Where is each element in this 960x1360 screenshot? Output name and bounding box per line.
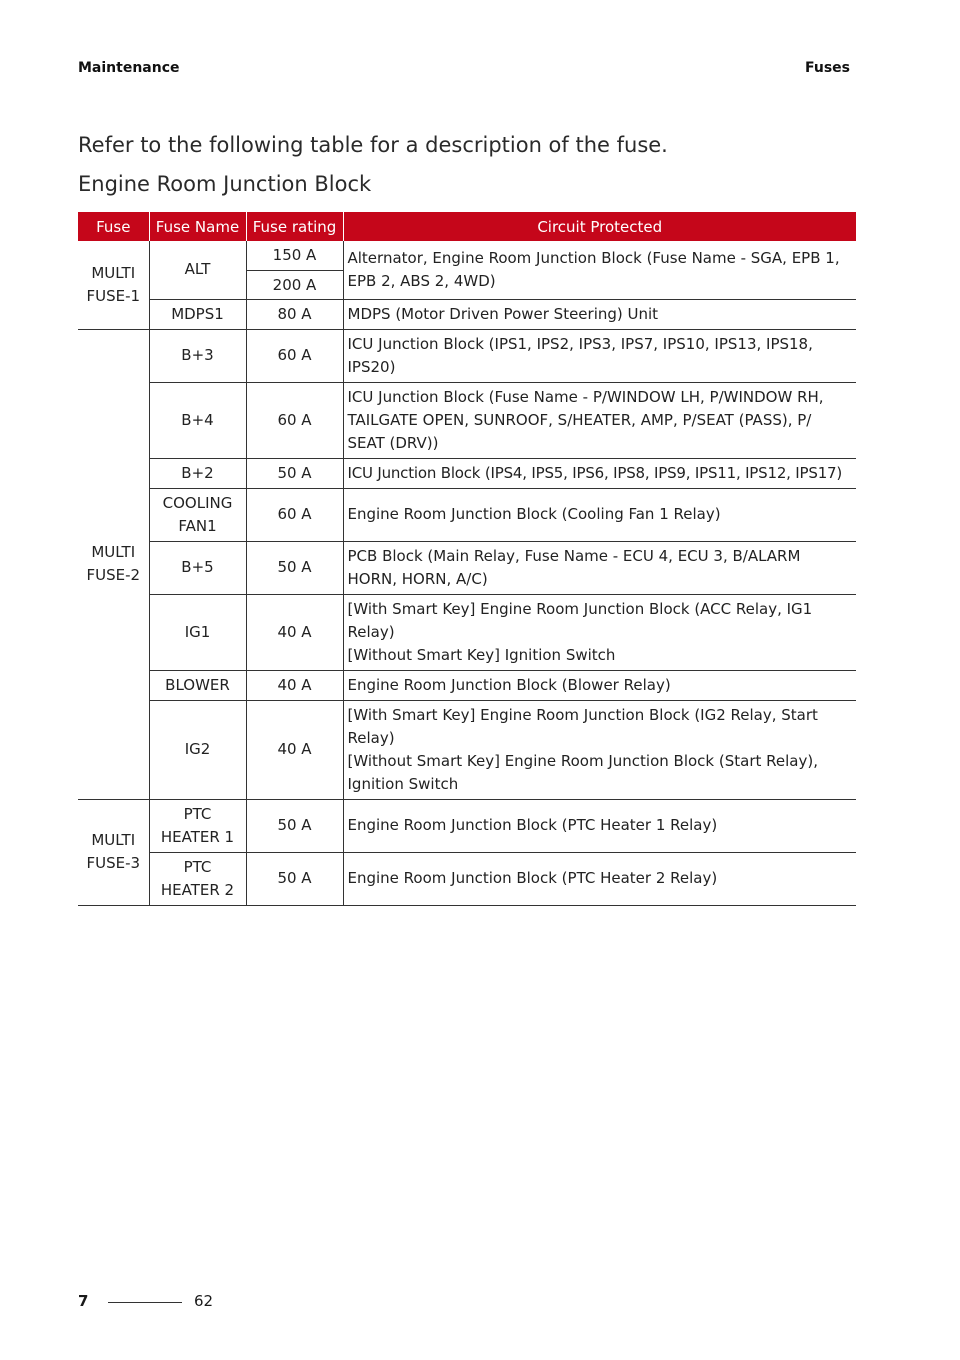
table-row [78, 670, 856, 700]
circuit-line: [Without Smart Key] Ignition Switch [347, 645, 616, 664]
fuse-name-cell: B+4 [149, 382, 246, 458]
fuse-rating-cell: 50 A [246, 852, 343, 905]
table-row [78, 852, 856, 905]
intro-text: Refer to the following table for a description of the fuse. [78, 133, 668, 157]
circuit-cell: Engine Room Junction Block (Cooling Fan 1 Relay) [343, 488, 856, 541]
group-multi-fuse-2: MULTI FUSE-2 [78, 329, 149, 799]
fuse-name-cell: B+3 [149, 329, 246, 382]
column-header-fuse-name: Fuse Name [149, 212, 246, 241]
fuse-rating-cell: 60 A [246, 382, 343, 458]
circuit-cell: ICU Junction Block (IPS1, IPS2, IPS3, IPS7, IPS10, IPS13, IPS18, IPS20) [343, 329, 856, 382]
table-row [78, 799, 856, 852]
circuit-cell: Alternator, Engine Room Junction Block (Fuse Name - SGA, EPB 1, EPB 2, ABS 2, 4WD) [343, 241, 856, 299]
column-header-fuse: Fuse [78, 212, 149, 241]
column-header-circuit: Circuit Protected [343, 212, 856, 241]
fuse-name-cell: B+5 [149, 541, 246, 594]
fuse-name-cell: MDPS1 [149, 299, 246, 329]
circuit-cell: ICU Junction Block (IPS4, IPS5, IPS6, IPS8, IPS9, IPS11, IPS12, IPS17) [343, 458, 856, 488]
table-row [78, 241, 856, 270]
fuse-rating-cell: 80 A [246, 299, 343, 329]
topic-title: Fuses [805, 60, 850, 76]
fuse-name-cell: IG1 [149, 594, 246, 670]
chapter-number: 7 [78, 1292, 89, 1310]
table-row [78, 299, 856, 329]
fuse-rating-cell: 150 A [246, 241, 343, 270]
circuit-line: [With Smart Key] Engine Room Junction Block (ACC Relay, IG1 Relay) [347, 599, 813, 641]
section-title: Maintenance [78, 60, 180, 76]
circuit-cell: Engine Room Junction Block (Blower Relay) [343, 670, 856, 700]
circuit-cell: MDPS (Motor Driven Power Steering) Unit [343, 299, 856, 329]
table-row [78, 382, 856, 458]
fuse-name-cell: PTC HEATER 1 [149, 799, 246, 852]
footer-divider [108, 1302, 182, 1303]
table-title: Engine Room Junction Block [78, 172, 372, 196]
fuse-name-cell: IG2 [149, 700, 246, 799]
group-multi-fuse-3: MULTI FUSE-3 [78, 799, 149, 905]
circuit-line: [Without Smart Key] Engine Room Junction Block (Start Relay), Ignition Switch [347, 751, 818, 793]
fuse-rating-cell: 40 A [246, 594, 343, 670]
fuse-rating-cell: 50 A [246, 541, 343, 594]
table-row [78, 700, 856, 799]
table-row [78, 541, 856, 594]
table-header-row [78, 212, 856, 241]
circuit-cell [343, 594, 856, 670]
column-header-fuse-rating: Fuse rating [246, 212, 343, 241]
fuse-rating-cell: 40 A [246, 670, 343, 700]
table-row [78, 329, 856, 382]
table-row [78, 458, 856, 488]
fuse-rating-cell: 50 A [246, 799, 343, 852]
fuse-table [78, 212, 856, 906]
fuse-rating-cell: 50 A [246, 458, 343, 488]
page-number: 62 [194, 1292, 214, 1310]
table-row [78, 594, 856, 670]
fuse-name-cell: PTC HEATER 2 [149, 852, 246, 905]
table-row [78, 488, 856, 541]
fuse-name-cell: COOLING FAN1 [149, 488, 246, 541]
fuse-rating-cell: 60 A [246, 329, 343, 382]
fuse-name-cell: B+2 [149, 458, 246, 488]
fuse-rating-cell: 60 A [246, 488, 343, 541]
circuit-cell: PCB Block (Main Relay, Fuse Name - ECU 4, ECU 3, B/ALARM HORN, HORN, A/C) [343, 541, 856, 594]
fuse-rating-cell: 40 A [246, 700, 343, 799]
fuse-name-cell: ALT [149, 241, 246, 299]
circuit-cell: ICU Junction Block (Fuse Name - P/WINDOW LH, P/WINDOW RH, TAILGATE OPEN, SUNROOF, S/HEATER, AMP, P/SEAT (PASS), P/ SEAT (DRV)) [343, 382, 856, 458]
fuse-rating-cell: 200 A [246, 270, 343, 299]
circuit-line: [With Smart Key] Engine Room Junction Block (IG2 Relay, Start Relay) [347, 705, 818, 747]
circuit-cell [343, 700, 856, 799]
fuse-name-cell: BLOWER [149, 670, 246, 700]
group-multi-fuse-1: MULTI FUSE-1 [78, 241, 149, 329]
circuit-cell: Engine Room Junction Block (PTC Heater 2 Relay) [343, 852, 856, 905]
circuit-cell: Engine Room Junction Block (PTC Heater 1 Relay) [343, 799, 856, 852]
